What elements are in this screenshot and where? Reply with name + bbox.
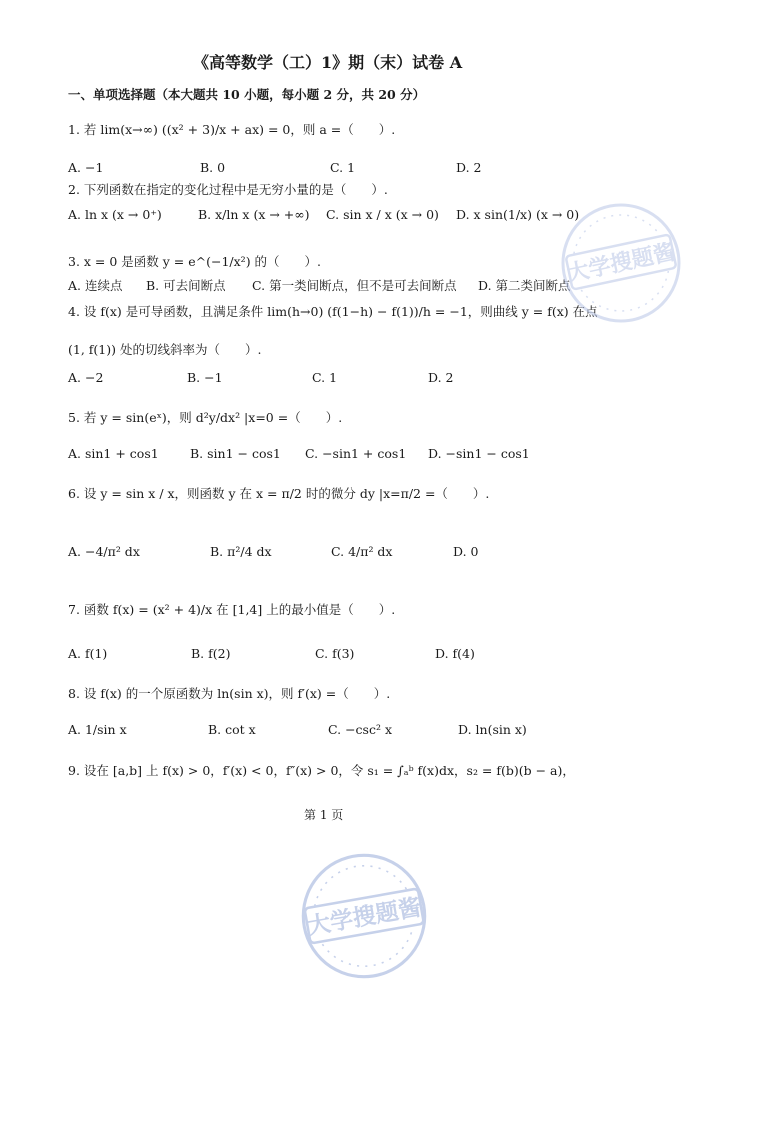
q1-option-b: B. 0 (200, 160, 226, 175)
q3-option-a: A. 连续点 (68, 278, 123, 293)
exam-title: 《高等数学（工）1》期（末）试卷 A (193, 53, 463, 72)
page-number: 第 1 页 (304, 808, 344, 822)
q3-option-b: B. 可去间断点 (146, 278, 226, 293)
q7-option-d: D. f(4) (435, 646, 475, 661)
question-4-stem: 4. 设 f(x) 是可导函数，且满足条件 lim(h→0) (f(1−h) − f(1))/h = −1，则曲线 y = f(x) 在点 (68, 304, 598, 319)
section-header: 一、单项选择题（本大题共 10 小题，每小题 2 分，共 20 分） (68, 87, 426, 102)
watermark-text: 大学搜题酱 (564, 239, 678, 288)
q1-option-d: D. 2 (456, 160, 482, 175)
q5-option-c: C. −sin1 + cos1 (305, 446, 407, 461)
question-3-stem: 3. x = 0 是函数 y = e^(−1/x²) 的（ ）. (68, 254, 322, 269)
watermark-text-2: 大学搜题酱 (305, 894, 424, 941)
q5-option-d: D. −sin1 − cos1 (428, 446, 530, 461)
question-8-stem: 8. 设 f(x) 的一个原函数为 ln(sin x)，则 f′(x) =（ ）. (68, 686, 391, 701)
question-7-stem: 7. 函数 f(x) = (x² + 4)/x 在 [1,4] 上的最小值是（ ）. (68, 602, 396, 617)
q2-option-d: D. x sin(1/x) (x → 0) (456, 207, 580, 222)
q6-option-a: A. −4/π² dx (68, 544, 140, 559)
q8-option-d: D. ln(sin x) (458, 722, 527, 737)
q4-option-b: B. −1 (187, 370, 223, 385)
q8-option-b: B. cot x (208, 722, 256, 737)
watermark-stamp-icon-2 (296, 848, 432, 984)
q7-option-c: C. f(3) (315, 646, 355, 661)
q7-option-a: A. f(1) (68, 646, 108, 661)
q1-option-a: A. −1 (68, 160, 104, 175)
q4-option-c: C. 1 (312, 370, 338, 385)
question-1-stem: 1. 若 lim(x→∞) ((x² + 3)/x + ax) = 0，则 a =（ ）. (68, 122, 396, 137)
q2-option-c: C. sin x / x (x → 0) (326, 207, 439, 222)
q6-option-d: D. 0 (453, 544, 479, 559)
q8-option-a: A. 1/sin x (68, 722, 127, 737)
question-4-stem-continued: (1, f(1)) 处的切线斜率为（ ）. (68, 342, 262, 357)
q5-option-b: B. sin1 − cos1 (190, 446, 281, 461)
q8-option-c: C. −csc² x (328, 722, 392, 737)
q7-option-b: B. f(2) (191, 646, 231, 661)
q6-option-c: C. 4/π² dx (331, 544, 393, 559)
q6-option-b: B. π²/4 dx (210, 544, 272, 559)
q1-option-c: C. 1 (330, 160, 356, 175)
q2-option-a: A. ln x (x → 0⁺) (68, 207, 162, 222)
question-2-stem: 2. 下列函数在指定的变化过程中是无穷小量的是（ ）. (68, 182, 388, 197)
watermark-stamp-icon (556, 198, 686, 328)
question-6-stem: 6. 设 y = sin x / x，则函数 y 在 x = π/2 时的微分 dy |x=π/2 =（ ）. (68, 486, 490, 501)
q4-option-a: A. −2 (68, 370, 104, 385)
q4-option-d: D. 2 (428, 370, 454, 385)
question-9-stem: 9. 设在 [a,b] 上 f(x) > 0，f′(x) < 0，f″(x) > 0，令 s₁ = ∫ₐᵇ f(x)dx，s₂ = f(b)(b − a)， (68, 763, 575, 778)
q3-option-d: D. 第二类间断点 (478, 278, 571, 293)
q3-option-c: C. 第一类间断点，但不是可去间断点 (252, 278, 457, 293)
question-5-stem: 5. 若 y = sin(eˣ)，则 d²y/dx² |x=0 =（ ）. (68, 410, 343, 425)
q2-option-b: B. x/ln x (x → +∞) (198, 207, 310, 222)
q5-option-a: A. sin1 + cos1 (68, 446, 159, 461)
